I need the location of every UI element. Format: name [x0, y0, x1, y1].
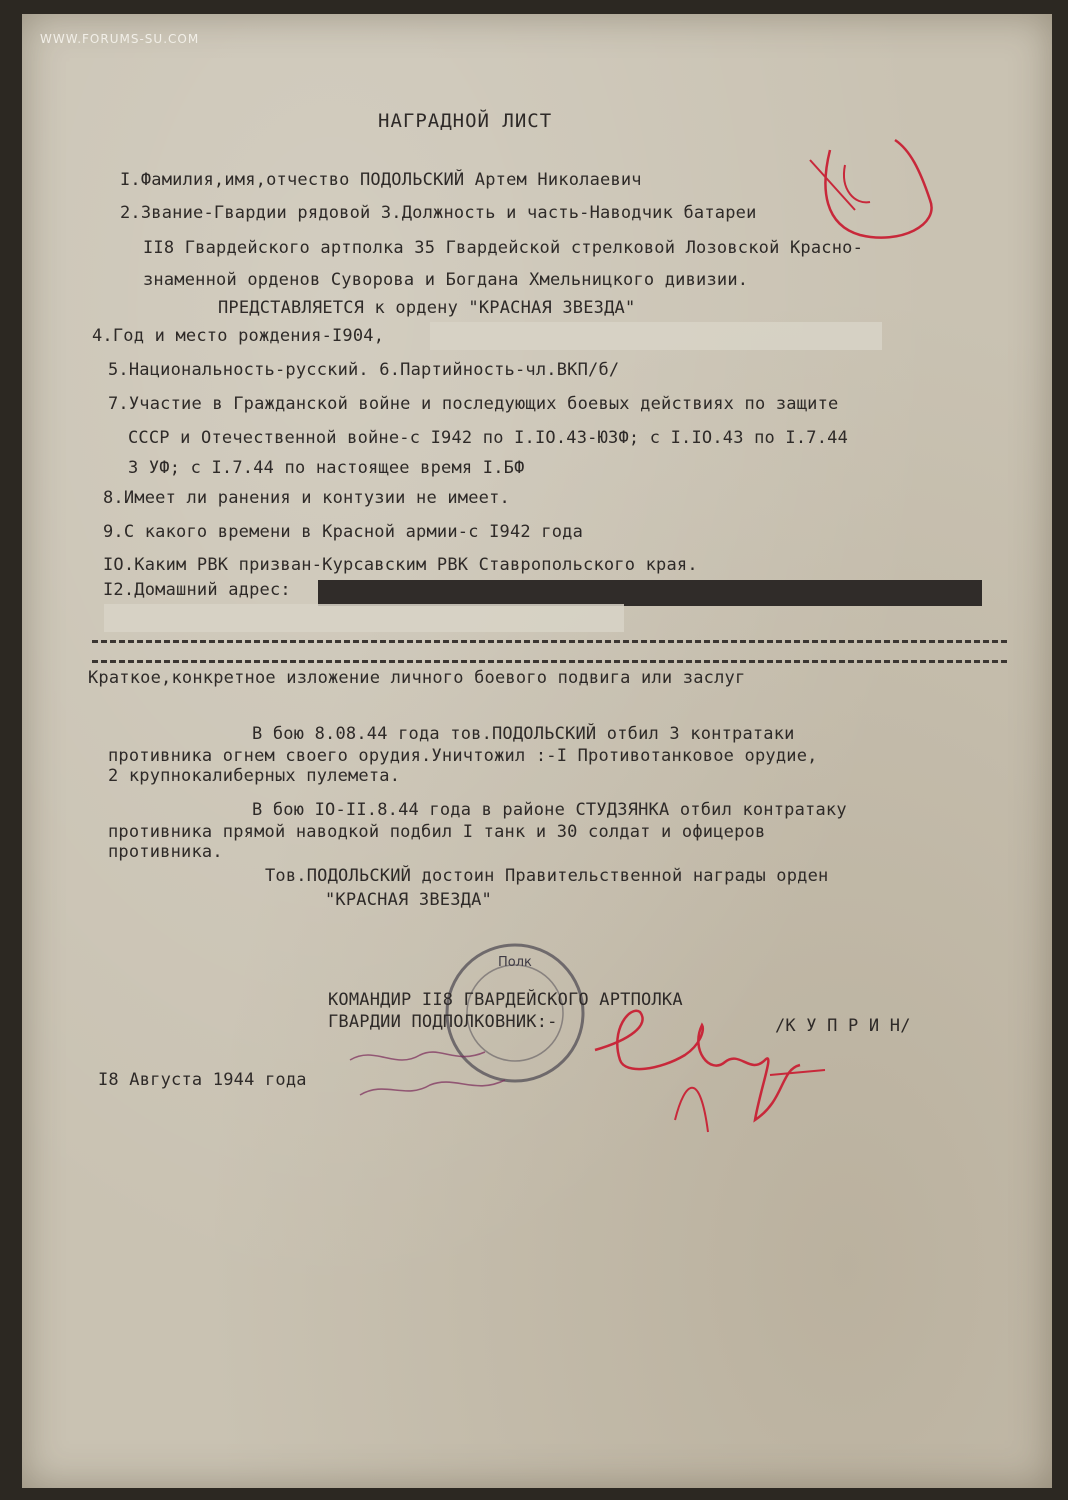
commander-signature	[590, 1000, 830, 1140]
red-pencil-mark	[800, 130, 950, 250]
line-participation-3: 3 УФ; с I.7.44 по настоящее время I.БФ	[128, 458, 525, 478]
line-wounds: 8.Имеет ли ранения и контузии не имеет.	[103, 488, 510, 508]
line-participation-2: СССР и Отечественной войне-с I942 по I.IO.43-ЮЗФ; с I.IO.43 по I.7.44	[128, 428, 849, 448]
line-feat-heading: Краткое,конкретное изложение личного боевого подвига или заслуг	[88, 668, 746, 688]
document-title: НАГРАДНОЙ ЛИСТ	[378, 110, 553, 132]
line-fio: I.Фамилия,имя,отчество ПОДОЛЬСКИЙ Артем Николаевич	[120, 170, 642, 190]
stamp-text: Полк	[498, 955, 532, 970]
line-commander-rank: ГВАРДИИ ПОДПОЛКОВНИК:-	[328, 1012, 558, 1032]
line-presented: ПРЕДСТАВЛЯЕТСЯ к ордену "КРАСНАЯ ЗВЕЗДА"	[218, 298, 636, 318]
line-feat-6: противника.	[108, 842, 223, 862]
line-feat-1: В бою 8.08.44 года тов.ПОДОЛЬСКИЙ отбил 3 контратаки	[252, 724, 795, 744]
line-worthy: Тов.ПОДОЛЬСКИЙ достоин Правительственной награды орден	[265, 866, 829, 886]
redaction-birthplace	[430, 322, 882, 350]
divider-bottom	[92, 660, 1007, 663]
line-birth: 4.Год и место рождения-I904,	[92, 326, 385, 346]
line-unit-2: знаменной орденов Суворова и Богдана Хмельницкого дивизии.	[143, 270, 749, 290]
line-rank-position: 2.Звание-Гвардии рядовой 3.Должность и часть-Наводчик батареи	[120, 203, 757, 223]
line-signatory: /К У П Р И Н/	[775, 1016, 911, 1036]
line-home-address: I2.Домашний адрес:	[103, 580, 291, 600]
document-date: I8 Августа 1944 года	[98, 1070, 307, 1090]
line-nationality-party: 5.Национальность-русский. 6.Партийность-чл.ВКП/б/	[108, 360, 620, 380]
line-feat-5: противника прямой наводкой подбил I танк и 30 солдат и офицеров	[108, 822, 766, 842]
line-commander: КОМАНДИР II8 ГВАРДЕЙСКОГО АРТПОЛКА	[328, 990, 683, 1010]
line-army-since: 9.С какого времени в Красной армии-с I942 года	[103, 522, 584, 542]
redaction-address	[318, 580, 982, 606]
line-unit-1: II8 Гвардейского артполка 35 Гвардейской стрелковой Лозовской Красно-	[143, 238, 864, 258]
watermark: WWW.FORUMS-SU.COM	[40, 32, 200, 46]
line-order-name: "КРАСНАЯ ЗВЕЗДА"	[325, 890, 492, 910]
line-feat-2: противника огнем своего орудия.Уничтожил :-I Противотанковое орудие,	[108, 746, 818, 766]
line-participation-1: 7.Участие в Гражданской войне и последующих боевых действиях по защите	[108, 394, 839, 414]
line-feat-4: В бою IO-II.8.44 года в районе СТУДЗЯНКА отбил контратаку	[252, 800, 847, 820]
line-feat-3: 2 крупнокалиберных пулемета.	[108, 766, 401, 786]
divider-top	[92, 640, 1007, 643]
redaction-address-2	[104, 604, 624, 632]
pencil-annotation	[345, 1040, 525, 1110]
line-rvk: IO.Каким РВК призван-Курсавским РВК Ставропольского края.	[103, 555, 698, 575]
